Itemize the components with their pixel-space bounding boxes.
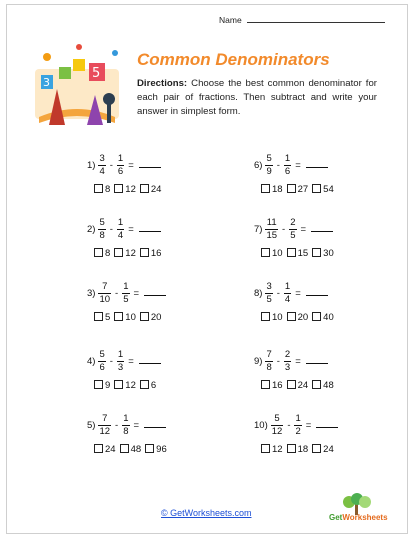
choice-checkbox[interactable] <box>114 312 123 321</box>
minus-sign: - <box>276 355 280 367</box>
minus-sign: - <box>282 223 286 235</box>
choice-value: 20 <box>297 312 309 323</box>
second-fraction <box>284 153 291 178</box>
directions <box>137 77 377 119</box>
numerator: 5 <box>99 348 105 360</box>
choice-checkbox[interactable] <box>114 184 123 193</box>
denominator: 9 <box>266 165 272 177</box>
problem-number: 5) <box>87 419 96 431</box>
answer-blank[interactable] <box>139 227 161 232</box>
choice-value: 18 <box>297 444 309 455</box>
choice-value: 8 <box>105 248 111 259</box>
choice-value: 9 <box>105 380 111 391</box>
logo-get: Get <box>329 513 343 522</box>
choice-checkbox[interactable] <box>94 444 103 453</box>
second-fraction <box>284 349 291 374</box>
choice-checkbox[interactable] <box>114 380 123 389</box>
problem-number: 3) <box>87 287 96 299</box>
numerator: 1 <box>284 280 291 292</box>
choice-checkbox[interactable] <box>312 184 321 193</box>
answer-blank[interactable] <box>144 291 166 296</box>
numerator: 2 <box>284 348 291 360</box>
second-fraction <box>289 217 296 242</box>
minus-sign: - <box>109 223 113 235</box>
first-fraction <box>265 281 272 306</box>
equals-sign: = <box>295 159 301 171</box>
choice-checkbox[interactable] <box>261 184 270 193</box>
minus-sign: - <box>115 287 119 299</box>
numerator: 2 <box>290 216 296 228</box>
denominator: 10 <box>99 293 111 305</box>
first-fraction <box>98 153 105 178</box>
choice-list <box>94 184 161 195</box>
choice-value: 5 <box>105 312 111 323</box>
denominator: 3 <box>117 361 124 373</box>
getworksheets-logo <box>329 493 393 529</box>
choice-checkbox[interactable] <box>287 184 296 193</box>
choice-checkbox[interactable] <box>94 312 103 321</box>
numerator: 5 <box>274 412 280 424</box>
math-illustration-image <box>29 39 125 135</box>
numerator: 5 <box>99 216 105 228</box>
choice-checkbox[interactable] <box>94 184 103 193</box>
answer-blank[interactable] <box>139 359 161 364</box>
name-field <box>219 14 385 25</box>
choice-value: 12 <box>125 248 136 259</box>
choice-value: 10 <box>272 248 283 259</box>
choice-checkbox[interactable] <box>140 312 149 321</box>
problem-expression <box>254 148 328 182</box>
numerator: 1 <box>117 152 124 164</box>
minus-sign: - <box>276 159 280 171</box>
first-fraction <box>98 349 105 374</box>
problem-expression <box>87 212 161 246</box>
numerator: 7 <box>102 280 108 292</box>
choice-value: 18 <box>272 184 283 195</box>
problem-number: 1) <box>87 159 96 171</box>
choice-value: 16 <box>272 380 283 391</box>
second-fraction <box>294 413 301 438</box>
equals-sign: = <box>133 287 140 299</box>
problem-expression <box>87 408 166 442</box>
minus-sign: - <box>115 419 119 431</box>
choice-value: 12 <box>125 184 136 195</box>
numerator: 1 <box>123 280 129 292</box>
numerator: 1 <box>123 412 129 424</box>
second-fraction <box>122 281 129 306</box>
choice-checkbox[interactable] <box>287 248 296 257</box>
choice-value: 24 <box>323 444 334 455</box>
first-fraction <box>98 217 105 242</box>
problem-expression <box>87 276 166 310</box>
choice-list <box>261 248 334 259</box>
second-fraction <box>117 349 124 374</box>
minus-sign: - <box>287 419 291 431</box>
svg-text:3: 3 <box>43 76 50 89</box>
choice-list <box>94 248 161 259</box>
choice-checkbox[interactable] <box>261 312 270 321</box>
second-fraction <box>284 281 291 306</box>
choice-checkbox[interactable] <box>120 444 129 453</box>
choice-value: 24 <box>105 444 116 455</box>
numerator: 1 <box>284 152 291 164</box>
choice-value: 12 <box>272 444 283 455</box>
problem-number: 2) <box>87 223 96 235</box>
choice-checkbox[interactable] <box>261 380 270 389</box>
choice-checkbox[interactable] <box>94 380 103 389</box>
footer-link[interactable]: © GetWorksheets.com <box>161 508 252 518</box>
first-fraction <box>98 413 111 438</box>
answer-blank[interactable] <box>306 163 328 168</box>
first-fraction <box>98 281 111 306</box>
choice-value: 15 <box>297 248 309 259</box>
equals-sign: = <box>300 223 307 235</box>
denominator: 4 <box>117 229 124 241</box>
svg-text:5: 5 <box>92 66 101 81</box>
choice-checkbox[interactable] <box>140 184 149 193</box>
choice-list <box>261 312 334 323</box>
choice-value: 27 <box>297 184 309 195</box>
choice-checkbox[interactable] <box>261 248 270 257</box>
choice-checkbox[interactable] <box>312 380 321 389</box>
choice-checkbox[interactable] <box>140 380 149 389</box>
choice-checkbox[interactable] <box>312 444 321 453</box>
choice-value: 40 <box>323 312 334 323</box>
equals-sign: = <box>295 355 301 367</box>
denominator: 5 <box>123 293 129 305</box>
denominator: 6 <box>284 165 291 177</box>
denominator: 8 <box>99 229 105 241</box>
minus-sign: - <box>109 355 113 367</box>
choice-value: 54 <box>323 184 334 195</box>
choice-checkbox[interactable] <box>287 312 296 321</box>
problem-expression <box>254 276 328 310</box>
problem-number: 4) <box>87 355 96 367</box>
denominator: 6 <box>99 361 105 373</box>
logo-text <box>329 513 388 522</box>
second-fraction <box>117 217 124 242</box>
equals-sign: = <box>128 223 134 235</box>
name-label: Name <box>219 15 242 25</box>
denominator: 2 <box>295 425 301 437</box>
numerator: 3 <box>266 280 272 292</box>
choice-list <box>261 444 334 455</box>
choice-value: 10 <box>272 312 283 323</box>
worksheet-page <box>6 4 408 534</box>
answer-blank[interactable] <box>139 163 161 168</box>
choice-value: 48 <box>323 380 334 391</box>
logo-worksheets: Worksheets <box>342 513 388 522</box>
choice-checkbox[interactable] <box>312 248 321 257</box>
numerator: 1 <box>295 412 301 424</box>
choice-value: 10 <box>125 312 136 323</box>
choice-checkbox[interactable] <box>94 248 103 257</box>
choice-value: 24 <box>297 380 309 391</box>
minus-sign: - <box>276 287 280 299</box>
problem-number: 10) <box>254 419 268 431</box>
denominator: 3 <box>284 361 291 373</box>
choice-value: 12 <box>125 380 136 391</box>
denominator: 12 <box>99 425 111 437</box>
name-blank-line <box>247 14 385 23</box>
first-fraction <box>265 349 272 374</box>
second-fraction <box>122 413 129 438</box>
numerator: 1 <box>117 348 124 360</box>
denominator: 8 <box>266 361 272 373</box>
problem-expression <box>254 344 328 378</box>
equals-sign: = <box>128 355 134 367</box>
second-fraction <box>117 153 124 178</box>
directions-label: Directions: <box>137 78 188 89</box>
choice-list <box>261 380 334 391</box>
numerator: 1 <box>117 216 124 228</box>
answer-blank[interactable] <box>316 423 338 428</box>
choice-list <box>94 312 161 323</box>
equals-sign: = <box>133 419 140 431</box>
denominator: 4 <box>99 165 105 177</box>
denominator: 12 <box>271 425 283 437</box>
choice-checkbox[interactable] <box>312 312 321 321</box>
equals-sign: = <box>305 419 312 431</box>
numerator: 11 <box>266 216 277 228</box>
answer-blank[interactable] <box>306 291 328 296</box>
tree-icon <box>337 493 377 515</box>
choice-list <box>94 380 156 391</box>
equals-sign: = <box>128 159 134 171</box>
choice-checkbox[interactable] <box>145 444 154 453</box>
answer-blank[interactable] <box>144 423 166 428</box>
minus-sign: - <box>109 159 113 171</box>
choice-value: 16 <box>150 248 162 259</box>
choice-value: 8 <box>105 184 111 195</box>
choice-value: 96 <box>156 444 167 455</box>
denominator: 15 <box>266 229 278 241</box>
choice-checkbox[interactable] <box>140 248 149 257</box>
denominator: 5 <box>266 293 272 305</box>
choice-list <box>261 184 334 195</box>
choice-list <box>94 444 167 455</box>
problem-expression <box>87 148 161 182</box>
choice-value: 20 <box>150 312 162 323</box>
problem-number: 6) <box>254 159 263 171</box>
first-fraction <box>271 413 284 438</box>
choice-value: 6 <box>150 380 157 391</box>
directions-text: Choose the best common denominator for each pair of fractions. Then subtract and write your answer in simplest form. <box>137 78 378 117</box>
answer-blank[interactable] <box>311 227 333 232</box>
equals-sign: = <box>295 287 301 299</box>
denominator: 8 <box>123 425 129 437</box>
choice-value: 48 <box>130 444 142 455</box>
worksheet-title: Common Denominators <box>137 50 330 69</box>
numerator: 3 <box>99 152 105 164</box>
choice-checkbox[interactable] <box>287 444 296 453</box>
first-fraction <box>265 153 272 178</box>
problem-expression <box>254 212 333 246</box>
choice-checkbox[interactable] <box>114 248 123 257</box>
denominator: 6 <box>117 165 124 177</box>
problem-expression <box>87 344 161 378</box>
problem-number: 9) <box>254 355 263 367</box>
problem-number: 7) <box>254 223 263 235</box>
choice-checkbox[interactable] <box>261 444 270 453</box>
numerator: 7 <box>266 348 272 360</box>
problem-expression <box>254 408 338 442</box>
first-fraction <box>265 217 278 242</box>
numerator: 7 <box>102 412 108 424</box>
problem-number: 8) <box>254 287 263 299</box>
denominator: 4 <box>284 293 291 305</box>
answer-blank[interactable] <box>306 359 328 364</box>
choice-value: 30 <box>323 248 334 259</box>
choice-value: 24 <box>150 184 162 195</box>
denominator: 5 <box>290 229 296 241</box>
choice-checkbox[interactable] <box>287 380 296 389</box>
numerator: 5 <box>266 152 272 164</box>
